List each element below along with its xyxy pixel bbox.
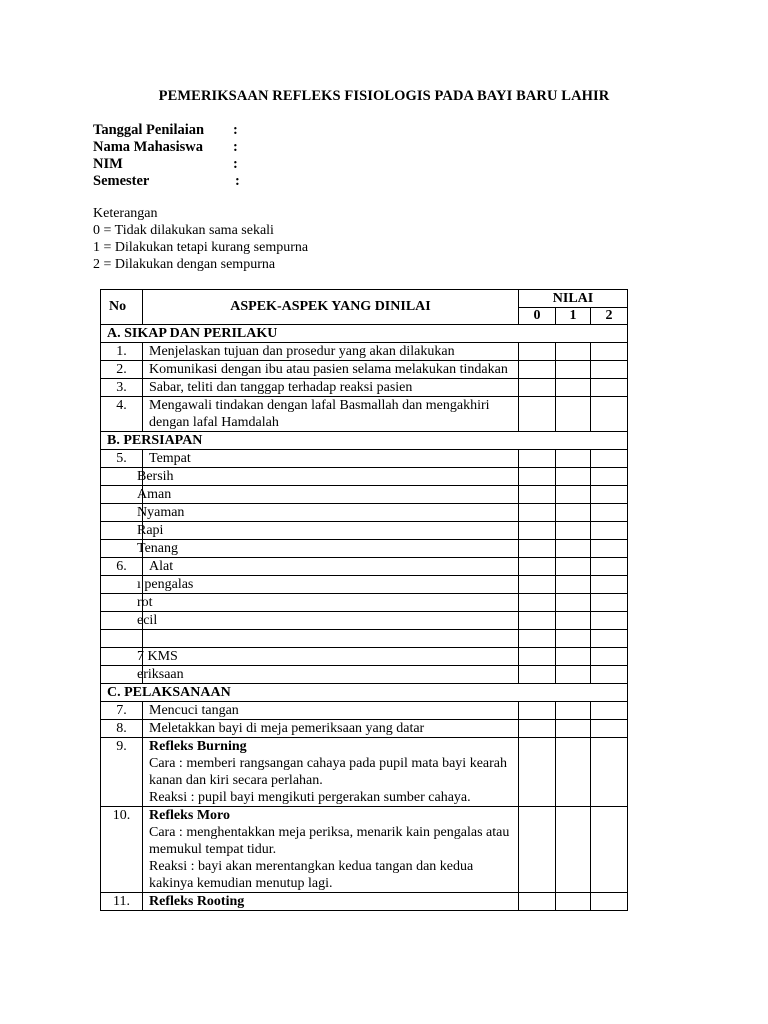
score-cell[interactable] xyxy=(591,720,628,738)
score-cell[interactable] xyxy=(556,612,591,630)
item-text xyxy=(137,504,519,522)
score-cell[interactable] xyxy=(591,666,628,684)
table-row xyxy=(101,648,628,666)
score-cell[interactable] xyxy=(519,504,556,522)
reflex-title: Refleks Moro xyxy=(149,808,230,823)
header-score-1: 1 xyxy=(556,308,591,325)
info-label: NIM xyxy=(93,156,123,172)
item-text xyxy=(137,468,519,486)
table-row xyxy=(101,594,628,612)
item-text-cut: Bersih xyxy=(137,469,174,484)
item-text-cut: Tenang xyxy=(137,541,179,556)
score-cell[interactable] xyxy=(556,648,591,666)
score-cell[interactable] xyxy=(556,576,591,594)
table-row xyxy=(101,486,628,504)
score-cell[interactable] xyxy=(556,450,591,468)
info-row-nim xyxy=(93,156,238,173)
item-text: Komunikasi dengan ibu atau pasien selama melakukan tindakan xyxy=(143,361,519,379)
table-row xyxy=(101,807,628,893)
header-aspek: ASPEK-ASPEK YANG DINILAI xyxy=(143,290,519,325)
legend-line: 1 = Dilakukan tetapi kurang sempurna xyxy=(93,240,309,255)
score-cell[interactable] xyxy=(519,666,556,684)
score-cell[interactable] xyxy=(519,379,556,397)
score-cell[interactable] xyxy=(556,807,591,893)
score-cell[interactable] xyxy=(591,450,628,468)
reflex-cara: Cara : memberi rangsangan cahaya pada pupil mata bayi kearah kanan dan kiri secara perlahan. xyxy=(149,756,508,788)
score-cell[interactable] xyxy=(556,738,591,807)
item-text xyxy=(137,648,519,666)
header-score-0: 0 xyxy=(519,308,556,325)
score-cell[interactable] xyxy=(519,361,556,379)
item-number: 6. xyxy=(101,558,143,576)
item-number xyxy=(101,630,143,648)
item-number: 10. xyxy=(101,807,143,893)
item-text-cut: eriksaan xyxy=(137,667,184,682)
score-cell[interactable] xyxy=(591,522,628,540)
table-row xyxy=(101,630,628,648)
item-text xyxy=(137,522,519,540)
table-row xyxy=(101,397,628,432)
score-cell[interactable] xyxy=(591,630,628,648)
table-row xyxy=(101,504,628,522)
item-text-cut: rot xyxy=(137,595,153,610)
score-cell[interactable] xyxy=(591,397,628,432)
item-number: 2. xyxy=(101,361,143,379)
legend-heading: Keterangan xyxy=(93,206,158,221)
item-number: 5. xyxy=(101,450,143,468)
header-nilai: NILAI xyxy=(519,290,628,308)
header-score-2: 2 xyxy=(591,308,628,325)
score-cell[interactable] xyxy=(556,630,591,648)
score-cell[interactable] xyxy=(519,343,556,361)
info-colon: : xyxy=(233,139,238,155)
item-text: Meletakkan bayi di meja pemeriksaan yang datar xyxy=(143,720,519,738)
score-cell[interactable] xyxy=(591,648,628,666)
section-heading: C. PELAKSANAAN xyxy=(101,684,628,702)
info-row-nama xyxy=(93,139,238,156)
score-cell[interactable] xyxy=(519,486,556,504)
score-cell[interactable] xyxy=(556,540,591,558)
item-text xyxy=(137,540,519,558)
student-info xyxy=(93,122,240,190)
score-cell[interactable] xyxy=(556,486,591,504)
item-text-cut: Nyaman xyxy=(137,505,185,520)
table-row xyxy=(101,893,628,911)
item-number: 11. xyxy=(101,893,143,911)
score-cell[interactable] xyxy=(519,720,556,738)
info-colon: : xyxy=(233,156,238,172)
score-cell[interactable] xyxy=(519,630,556,648)
score-cell[interactable] xyxy=(556,893,591,911)
item-text: Menjelaskan tujuan dan prosedur yang akan dilakukan xyxy=(143,343,519,361)
table-row xyxy=(101,720,628,738)
reflex-reaksi: Reaksi : bayi akan merentangkan kedua tangan dan kedua kakinya kemudian menutup lagi. xyxy=(149,859,474,891)
page-title: PEMERIKSAAN REFLEKS FISIOLOGIS PADA BAYI BARU LAHIR xyxy=(158,88,610,104)
item-number: 9. xyxy=(101,738,143,807)
table-row xyxy=(101,522,628,540)
score-cell[interactable] xyxy=(519,807,556,893)
score-cell[interactable] xyxy=(591,486,628,504)
score-cell[interactable] xyxy=(556,504,591,522)
score-cell[interactable] xyxy=(591,612,628,630)
score-cell[interactable] xyxy=(519,558,556,576)
table-row xyxy=(101,361,628,379)
score-cell[interactable] xyxy=(519,540,556,558)
table-row xyxy=(101,612,628,630)
score-cell[interactable] xyxy=(591,893,628,911)
table-row xyxy=(101,343,628,361)
table-row xyxy=(101,558,628,576)
score-cell[interactable] xyxy=(591,807,628,893)
item-number: 7. xyxy=(101,702,143,720)
item-text xyxy=(143,738,519,807)
item-text-cut: Aman xyxy=(137,487,172,502)
item-text: Tempat xyxy=(143,450,519,468)
item-text: Mengawali tindakan dengan lafal Basmallah dan mengakhiri dengan lafal Hamdalah xyxy=(143,397,519,432)
score-cell[interactable] xyxy=(591,738,628,807)
score-cell[interactable] xyxy=(556,594,591,612)
score-cell[interactable] xyxy=(591,468,628,486)
score-cell[interactable] xyxy=(556,720,591,738)
score-cell[interactable] xyxy=(591,576,628,594)
table-row xyxy=(101,450,628,468)
score-cell[interactable] xyxy=(591,504,628,522)
score-cell[interactable] xyxy=(519,893,556,911)
info-row-semester xyxy=(93,173,240,190)
item-text-cut: 7 KMS xyxy=(137,649,178,664)
info-row-tanggal xyxy=(93,122,238,139)
score-cell[interactable] xyxy=(591,594,628,612)
item-text-cut: ı pengalas xyxy=(137,577,194,592)
score-cell[interactable] xyxy=(591,343,628,361)
score-cell[interactable] xyxy=(556,343,591,361)
score-cell[interactable] xyxy=(556,666,591,684)
score-cell[interactable] xyxy=(556,558,591,576)
score-cell[interactable] xyxy=(519,397,556,432)
item-text: Alat xyxy=(143,558,519,576)
score-cell[interactable] xyxy=(556,522,591,540)
score-cell[interactable] xyxy=(519,522,556,540)
score-cell[interactable] xyxy=(591,558,628,576)
score-cell[interactable] xyxy=(519,450,556,468)
score-cell[interactable] xyxy=(556,361,591,379)
section-heading: B. PERSIAPAN xyxy=(101,432,628,450)
score-cell[interactable] xyxy=(519,738,556,807)
score-cell[interactable] xyxy=(591,379,628,397)
legend-line: 0 = Tidak dilakukan sama sekali xyxy=(93,223,274,238)
item-text xyxy=(137,576,519,594)
reflex-cara: Cara : menghentakkan meja periksa, menarik kain pengalas atau memukul tempat tidur. xyxy=(149,825,510,857)
score-cell[interactable] xyxy=(519,648,556,666)
reflex-reaksi: Reaksi : pupil bayi mengikuti pergerakan sumber cahaya. xyxy=(149,790,471,805)
item-text-cut: Rapi xyxy=(137,523,164,538)
score-cell[interactable] xyxy=(556,702,591,720)
item-text xyxy=(137,594,519,612)
score-cell[interactable] xyxy=(591,702,628,720)
table-row xyxy=(101,379,628,397)
score-cell[interactable] xyxy=(519,702,556,720)
item-number: 3. xyxy=(101,379,143,397)
table-row xyxy=(101,468,628,486)
table-row xyxy=(101,702,628,720)
item-number: 4. xyxy=(101,397,143,432)
info-label: Nama Mahasiswa xyxy=(93,139,203,155)
score-cell[interactable] xyxy=(519,576,556,594)
table-row xyxy=(101,576,628,594)
table-row xyxy=(101,540,628,558)
legend-line: 2 = Dilakukan dengan sempurna xyxy=(93,257,276,272)
item-text xyxy=(143,807,519,893)
item-text xyxy=(137,612,519,630)
score-cell[interactable] xyxy=(556,468,591,486)
item-number: 8. xyxy=(101,720,143,738)
score-cell[interactable] xyxy=(519,612,556,630)
score-cell[interactable] xyxy=(519,468,556,486)
info-colon: : xyxy=(233,122,238,138)
reflex-title: Refleks Burning xyxy=(149,739,247,754)
legend xyxy=(93,205,308,273)
item-text: Mencuci tangan xyxy=(143,702,519,720)
item-number: 1. xyxy=(101,343,143,361)
item-text xyxy=(137,486,519,504)
info-colon: : xyxy=(235,173,240,189)
info-label: Tanggal Penilaian xyxy=(93,122,205,138)
table-row xyxy=(101,738,628,807)
item-text: Refleks Rooting xyxy=(143,893,519,911)
item-text xyxy=(143,630,519,648)
score-cell[interactable] xyxy=(519,594,556,612)
score-cell[interactable] xyxy=(556,379,591,397)
header-no: No xyxy=(101,290,143,325)
score-cell[interactable] xyxy=(591,361,628,379)
section-heading: A. SIKAP DAN PERILAKU xyxy=(101,325,628,343)
item-text: Sabar, teliti dan tanggap terhadap reaksi pasien xyxy=(143,379,519,397)
score-cell[interactable] xyxy=(591,540,628,558)
item-text xyxy=(137,666,519,684)
table-row xyxy=(101,666,628,684)
score-cell[interactable] xyxy=(556,397,591,432)
assessment-table xyxy=(100,289,628,911)
item-text-cut: ecil xyxy=(137,613,158,628)
info-label: Semester xyxy=(93,173,150,189)
